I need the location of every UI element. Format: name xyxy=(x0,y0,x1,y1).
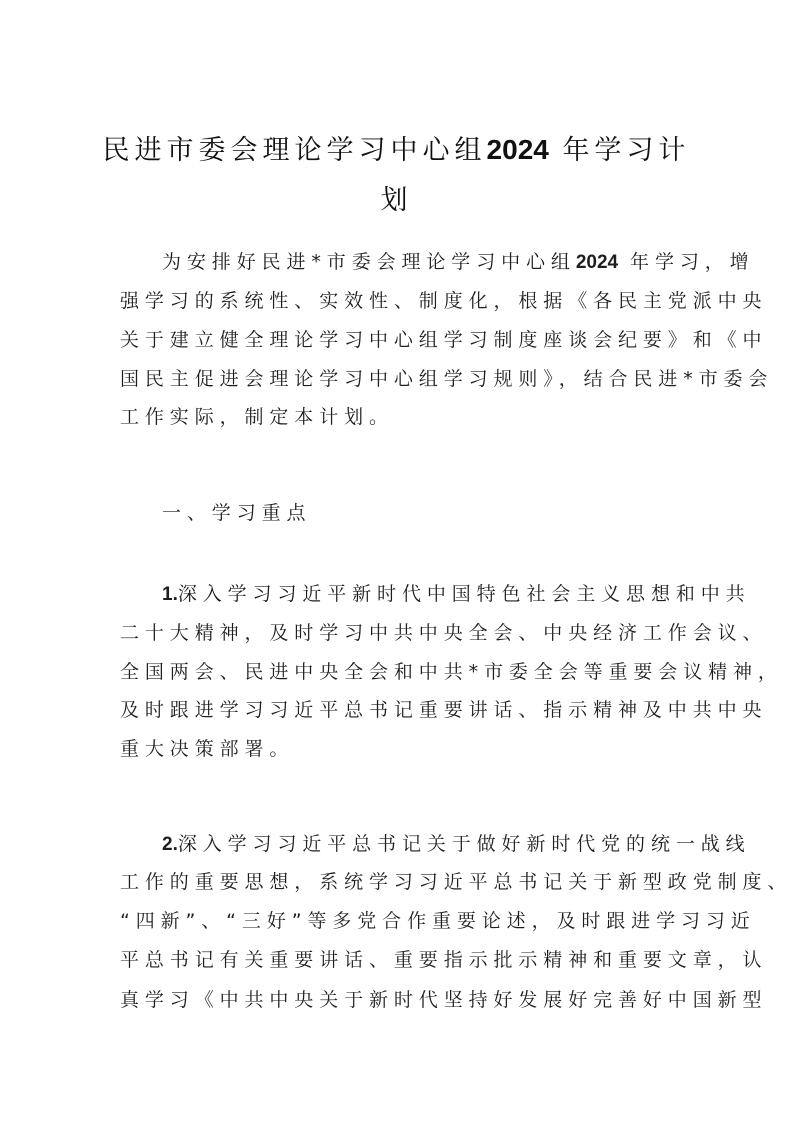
item2-number: 2. xyxy=(162,834,178,855)
item1-line-2: 二十大精神，及时学习中共中央全会、中央经济工作会议、 xyxy=(120,622,768,644)
title-text-pre: 民进市委会理论学习中心组 xyxy=(102,135,487,166)
item1-line-4: 及时跟进学习习近平总书记重要讲话、指示精神及中共中央 xyxy=(120,699,768,721)
intro-line-3: 关于建立健全理论学习中心组学习制度座谈会纪要》和《中 xyxy=(120,329,768,351)
section-heading: 一、学习重点 xyxy=(162,502,312,524)
title-text-line2: 划 xyxy=(380,185,413,216)
intro-line-2: 强学习的系统性、实效性、制度化，根据《各民主党派中央 xyxy=(120,290,768,312)
item1-text: 深入学习习近平新时代中国特色社会主义思想和中共 xyxy=(177,583,751,605)
document-title-line-1 xyxy=(0,128,793,167)
title-text-post: 年学习计 xyxy=(562,135,691,166)
item1-number: 1. xyxy=(162,584,178,605)
title-year: 2024 xyxy=(486,134,549,165)
item2-text: 深入学习习近平总书记关于做好新时代党的统一战线 xyxy=(177,833,751,855)
intro-line-5: 工作实际，制定本计划。 xyxy=(120,406,394,428)
intro-line-1 xyxy=(162,250,755,275)
item1-line-3: 全国两会、民进中央全会和中共*市委全会等重要会议精神， xyxy=(120,661,783,683)
intro-text: 年学习，增 xyxy=(630,251,755,273)
item2-line-5: 真学习《中共中央关于新时代坚持好发展好完善好中国新型 xyxy=(120,989,768,1011)
item2-line-1 xyxy=(162,832,751,857)
intro-text: 为安排好民进*市委会理论学习中心组 xyxy=(162,251,576,273)
item2-line-4: 平总书记有关重要讲话、重要指示批示精神和重要文章，认 xyxy=(120,949,768,971)
item1-line-1 xyxy=(162,582,751,607)
document-title-line-2 xyxy=(0,178,793,217)
item1-line-5: 重大决策部署。 xyxy=(120,738,295,760)
intro-line-4: 国民主促进会理论学习中心组学习规则》，结合民进*市委会 xyxy=(120,368,774,390)
item2-line-2: 工作的重要思想，系统学习习近平总书记关于新型政党制度、 xyxy=(120,871,793,893)
intro-year: 2024 xyxy=(575,252,619,273)
item2-line-3: “四新”、“三好”等多党合作重要论述，及时跟进学习习近 xyxy=(120,910,756,932)
